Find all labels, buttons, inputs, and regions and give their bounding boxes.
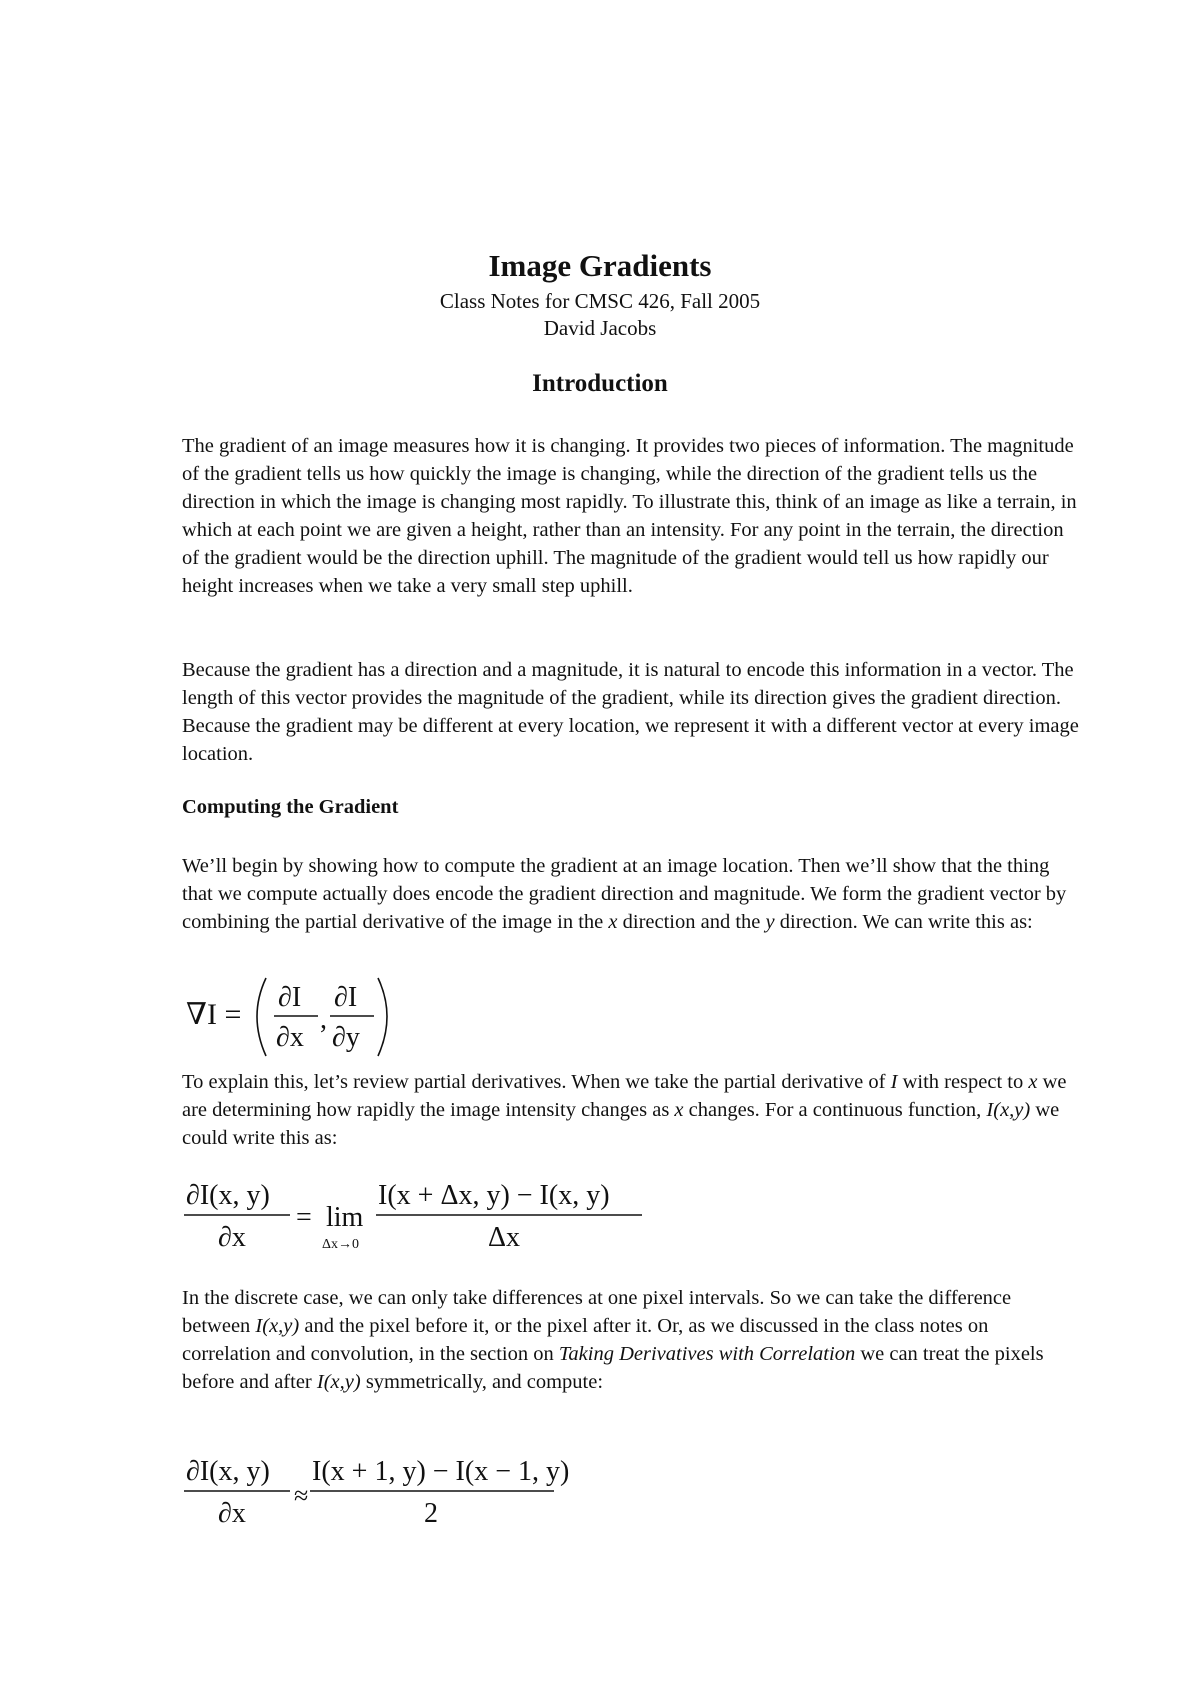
discrete-fn-2: I(x,y) [316, 1371, 361, 1393]
compute-p2-text-a: To explain this, let’s review partial derivatives. When we take the partial derivative of [182, 1071, 891, 1093]
eq1-right-paren [378, 978, 387, 1056]
compute-p2-text-e: we could write this as: [182, 1099, 1060, 1149]
eq2-lim: lim [326, 1202, 364, 1233]
eq2-equals: = [296, 1202, 312, 1233]
compute-p1-text-b: direction and the [617, 911, 766, 933]
discrete-text-c: we can treat the pixels before and after [182, 1343, 1044, 1393]
eq2-lhs-num: ∂I(x, y) [186, 1180, 270, 1211]
eq1-num1: ∂I [278, 982, 302, 1013]
eq1-den1: ∂x [276, 1022, 304, 1053]
eq2-rhs-den: Δx [488, 1222, 521, 1253]
document-author: David Jacobs [543, 316, 657, 340]
compute-p1-y: y [765, 911, 775, 933]
intro-paragraph-1: The gradient of an image measures how it is changing. It provides two pieces of information. The magnitude of the gradient tells us how quickly the image is changing, while the direction of the gradient tells us the direction in which the image is changing most rapidly. To illustrate this, think of an image as like a terrain, in which at each point we are given a height, rather than an intensity. For any point in the terrain, the direction of the gradient would be the direction uphill. The magnitude of the gradient would tell us how rapidly our height increases when we take a very small step uphill. [182, 435, 1077, 597]
compute-p2-x2: x [674, 1099, 684, 1121]
subheading-computing-gradient: Computing the Gradient [182, 796, 399, 818]
compute-paragraph-1 [182, 852, 1082, 936]
equation-gradient [182, 968, 402, 1068]
eq3-lhs-den: ∂x [218, 1498, 246, 1529]
compute-p1-text-a: We’ll begin by showing how to compute the gradient at an image location. Then we’ll show that the thing that we compute actually does encode the gradient direction and magnitude. We form the gradient vector by combining the partial derivative of the image in the [182, 855, 1067, 933]
section-heading-introduction: Introduction [532, 370, 668, 397]
equation-limit [182, 1172, 662, 1262]
eq2-lim-sub: Δx→0 [322, 1237, 360, 1252]
compute-p2-x: x [1028, 1071, 1038, 1093]
eq1-den2: ∂y [332, 1022, 360, 1053]
discrete-text-d: symmetrically, and compute: [360, 1371, 604, 1393]
eq1-comma: , [320, 1004, 327, 1035]
eq2-lhs-den: ∂x [218, 1222, 246, 1253]
compute-p1-x: x [608, 911, 618, 933]
discrete-text-a: In the discrete case, we can only take differences at one pixel intervals. So we can take the difference between [182, 1287, 1012, 1337]
equation-central-difference [182, 1448, 582, 1538]
discrete-text-b: and the pixel before it, or the pixel after it. Or, as we discussed in the class notes on correlation and convolution, in the section on [182, 1315, 989, 1365]
eq3-rhs-den: 2 [424, 1498, 438, 1529]
eq3-lhs-num: ∂I(x, y) [186, 1456, 270, 1487]
compute-paragraph-2 [182, 1068, 1082, 1152]
compute-p2-text-d: changes. For a continuous function, [683, 1099, 987, 1121]
discrete-fn-1: I(x,y) [255, 1315, 300, 1337]
eq3-approx: ≈ [294, 1481, 309, 1510]
eq1-num2: ∂I [334, 982, 358, 1013]
document-title: Image Gradients [488, 248, 712, 283]
discrete-paragraph [182, 1284, 1082, 1396]
eq2-rhs-num: I(x + Δx, y) − I(x, y) [378, 1180, 610, 1211]
compute-p1-text-c: direction. We can write this as: [774, 911, 1033, 933]
compute-p2-text-b: with respect to [897, 1071, 1029, 1093]
document-subtitle: Class Notes for CMSC 426, Fall 2005 [439, 289, 761, 313]
compute-p2-I: I [890, 1071, 898, 1093]
eq3-rhs-num: I(x + 1, y) − I(x − 1, y) [312, 1456, 570, 1487]
eq1-lhs: ∇I = [186, 998, 242, 1031]
eq1-left-paren [257, 978, 266, 1056]
discrete-reference: Taking Derivatives with Correlation [558, 1343, 856, 1365]
compute-p2-fn: I(x,y) [986, 1099, 1031, 1121]
intro-paragraph-2: Because the gradient has a direction and a magnitude, it is natural to encode this information in a vector. The length of this vector provides the magnitude of the gradient, while its direction gives the gradient direction. Because the gradient may be different at every location, we represent it with a different vector at every image location. [182, 659, 1079, 765]
compute-p2-text-c: we are determining how rapidly the image intensity changes as [182, 1071, 1067, 1121]
